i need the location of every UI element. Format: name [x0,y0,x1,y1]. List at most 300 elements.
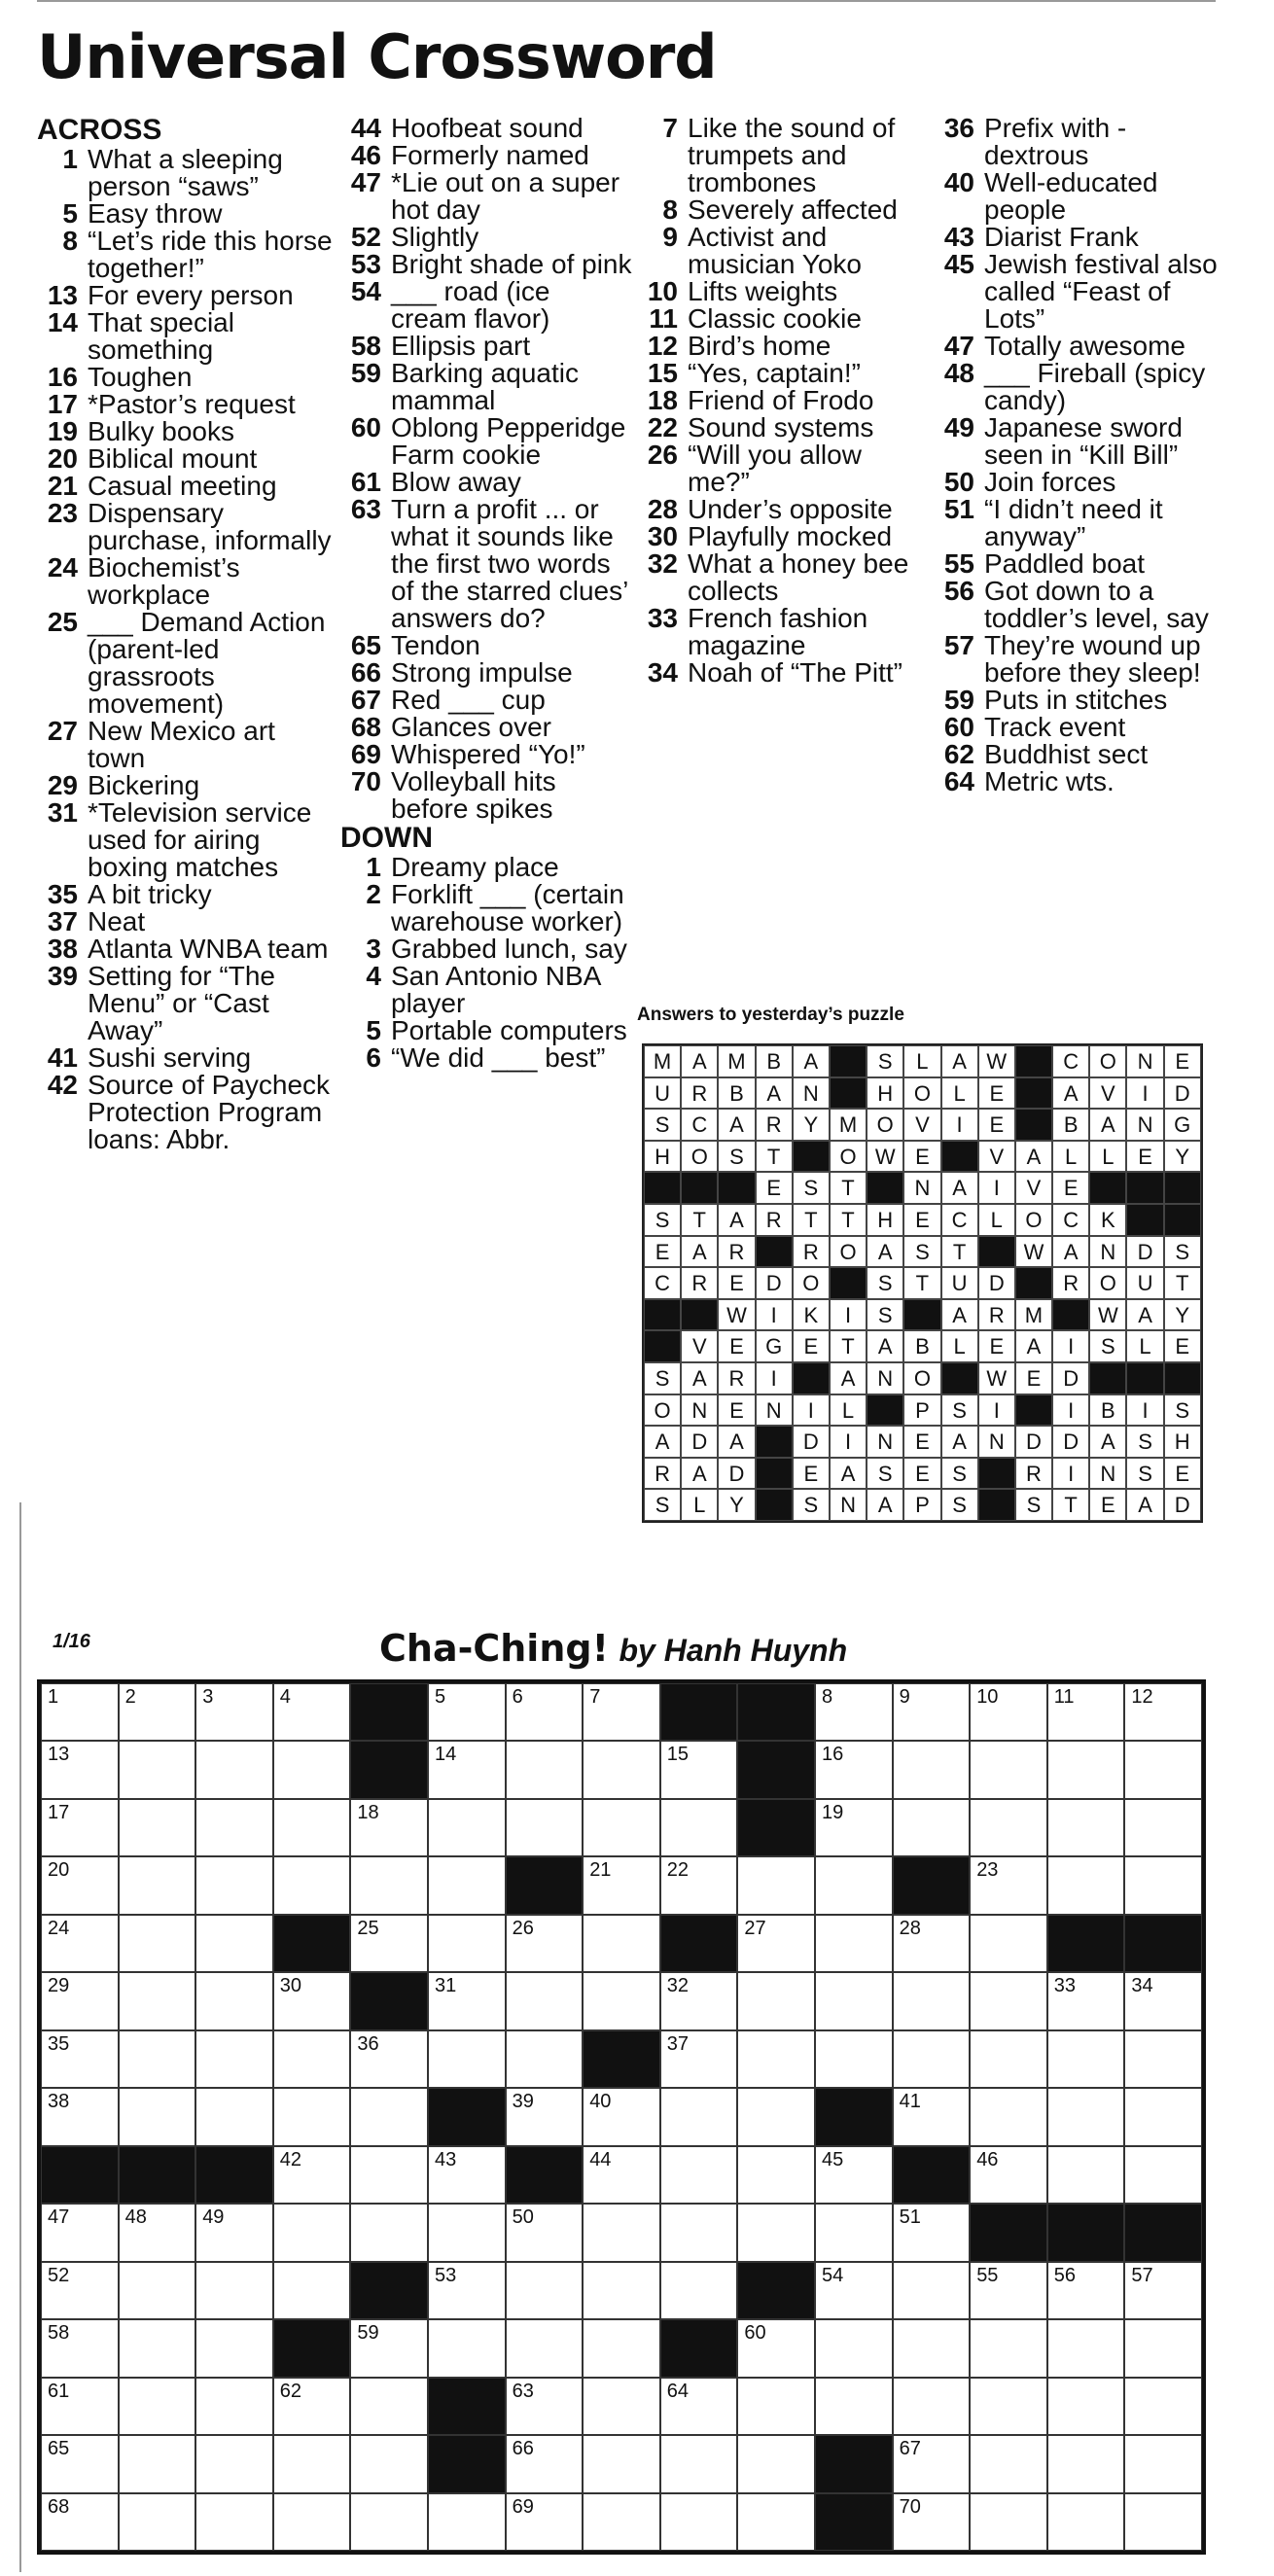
grid-cell[interactable] [660,2493,738,2551]
puzzle-heading [379,1627,847,1671]
grid-cell[interactable] [815,1683,893,1741]
cell-number: 65 [48,2438,70,2460]
answer-letter: E [718,1394,755,1427]
grid-cell[interactable] [195,1683,273,1741]
grid-cell[interactable] [893,1915,971,1972]
grid-cell[interactable] [737,1856,815,1914]
grid-cell[interactable] [815,2262,893,2319]
grid-cell[interactable] [195,2435,273,2492]
grid-cell[interactable] [815,1799,893,1856]
grid-cell[interactable] [893,2030,971,2088]
grid-cell[interactable] [41,1915,119,1972]
grid-cell[interactable] [506,2030,584,2088]
answer-letter: A [941,1045,978,1077]
cell-number: 32 [666,1975,690,1997]
answer-letter: E [1126,1141,1163,1173]
clue-text: Puts in stitches [984,685,1168,715]
clue-item [934,687,1225,714]
grid-cell[interactable] [583,1972,660,2029]
grid-cell[interactable] [815,1741,893,1798]
grid-cell[interactable] [506,2262,584,2319]
clue-number: 56 [943,576,974,606]
grid-cell[interactable] [1047,2378,1125,2435]
grid-cell[interactable] [41,1972,119,2029]
grid-cell[interactable] [1047,2262,1125,2319]
grid-cell[interactable] [583,2088,660,2145]
answer-black-cell [644,1330,681,1362]
grid-cell[interactable] [970,2030,1047,2088]
answer-letter: E [903,1458,940,1490]
clue-number: 17 [47,389,78,419]
grid-cell[interactable] [970,1741,1047,1798]
grid-cell[interactable] [428,1683,506,1741]
grid-cell[interactable] [119,1799,196,1856]
grid-cell[interactable] [1124,1972,1202,2029]
clue-text: ___ Fireball (spicy candy) [984,358,1206,415]
grid-cell[interactable] [583,2435,660,2492]
grid-cell[interactable] [195,2088,273,2145]
clue-number: 60 [350,412,381,442]
answer-letter: A [681,1045,718,1077]
grid-cell[interactable] [119,2435,196,2492]
grid-cell[interactable] [350,1915,428,1972]
grid-cell[interactable] [506,2204,584,2261]
grid-cell[interactable] [1124,2378,1202,2435]
grid-cell[interactable] [1047,1741,1125,1798]
grid-cell[interactable] [583,1856,660,1914]
grid-cell[interactable] [1124,2435,1202,2492]
answer-letter: L [941,1330,978,1362]
answer-black-cell [1015,1077,1052,1110]
grid-cell[interactable] [660,2204,738,2261]
answer-black-cell [1164,1204,1201,1236]
grid-cell[interactable] [1124,2493,1202,2551]
grid-cell[interactable] [119,2378,196,2435]
grid-cell[interactable] [41,1741,119,1798]
grid-cell[interactable] [737,2435,815,2492]
answer-letter: R [718,1236,755,1268]
clue-number: 31 [47,797,78,828]
grid-cell[interactable] [583,1799,660,1856]
grid-cell[interactable] [893,1741,971,1798]
grid-cell[interactable] [41,2088,119,2145]
grid-cell[interactable] [350,1799,428,1856]
answer-letter: A [1089,1426,1126,1458]
answer-letter: A [941,1172,978,1204]
answer-letter: T [681,1204,718,1236]
grid-cell[interactable] [660,2088,738,2145]
answer-letter: I [756,1362,793,1394]
grid-cell[interactable] [1047,2493,1125,2551]
answer-letter: D [1164,1489,1201,1521]
clue-text: Toughen [88,362,193,392]
answer-letter: S [644,1204,681,1236]
grid-cell[interactable] [1047,2435,1125,2492]
answer-letter: S [1015,1489,1052,1521]
answer-letter: A [681,1236,718,1268]
grid-cell[interactable] [970,2378,1047,2435]
black-cell [583,2030,660,2088]
black-cell [737,1799,815,1856]
grid-cell[interactable] [583,1915,660,1972]
answer-black-cell [978,1236,1015,1268]
grid-cell[interactable] [273,2088,351,2145]
grid-cell[interactable] [350,2378,428,2435]
cell-number: 25 [357,1917,379,1939]
grid-cell[interactable] [1047,2146,1125,2204]
grid-cell[interactable] [273,1856,351,1914]
cell-number: 38 [48,2091,70,2113]
clue-number: 9 [662,222,678,252]
grid-cell[interactable] [119,1972,196,2029]
clue-item [340,1044,632,1072]
grid-cell[interactable] [1047,1683,1125,1741]
grid-cell[interactable] [1124,2030,1202,2088]
grid-cell[interactable] [428,1799,506,1856]
grid-cell[interactable] [660,1799,738,1856]
grid-cell[interactable] [970,2146,1047,2204]
grid-cell[interactable] [195,1856,273,1914]
grid-cell[interactable] [583,2493,660,2551]
grid-cell[interactable] [660,1741,738,1798]
grid-cell[interactable] [350,2088,428,2145]
grid-cell[interactable] [970,2493,1047,2551]
grid-cell[interactable] [195,2204,273,2261]
grid-cell[interactable] [506,1915,584,1972]
grid-cell[interactable] [506,1799,584,1856]
grid-cell[interactable] [119,1856,196,1914]
grid-cell[interactable] [660,2030,738,2088]
grid-cell[interactable] [815,1856,893,1914]
grid-cell[interactable] [1124,2262,1202,2319]
grid-cell[interactable] [273,2378,351,2435]
grid-cell[interactable] [428,2493,506,2551]
answer-letter: R [1052,1267,1089,1299]
grid-cell[interactable] [506,2435,584,2492]
clue-text: Whispered “Yo!” [391,739,585,769]
answer-letter: S [867,1458,903,1490]
answer-letter: S [1164,1394,1201,1427]
grid-cell[interactable] [41,2262,119,2319]
grid-cell[interactable] [428,1741,506,1798]
grid-cell[interactable] [583,2262,660,2319]
grid-cell[interactable] [737,2319,815,2377]
grid-cell[interactable] [970,1856,1047,1914]
grid-cell[interactable] [195,2493,273,2551]
clue-column-2 [340,115,632,1072]
grid-cell[interactable] [815,2204,893,2261]
black-cell [737,1683,815,1741]
answer-letter: C [644,1267,681,1299]
answer-letter: N [903,1172,940,1204]
clue-number: 50 [943,467,974,497]
grid-cell[interactable] [815,2146,893,2204]
grid-cell[interactable] [195,1915,273,1972]
grid-cell[interactable] [119,2319,196,2377]
grid-cell[interactable] [583,1683,660,1741]
grid-cell[interactable] [1047,2030,1125,2088]
grid-cell[interactable] [970,2435,1047,2492]
grid-cell[interactable] [119,2262,196,2319]
grid-cell[interactable] [506,1683,584,1741]
grid-cell[interactable] [428,1915,506,1972]
answer-letter: N [793,1077,830,1110]
clue-number: 55 [943,548,974,579]
grid-cell[interactable] [737,1915,815,1972]
black-cell [350,1741,428,1798]
black-cell [815,2435,893,2492]
answer-letter: S [644,1489,681,1521]
clue-text: “I didn’t need it anyway” [984,494,1163,551]
grid-cell[interactable] [583,1741,660,1798]
grid-cell[interactable] [660,1972,738,2029]
clue-number: 58 [350,331,381,361]
clue-number: 30 [647,521,678,551]
grid-cell[interactable] [506,2319,584,2377]
grid-cell[interactable] [428,2319,506,2377]
grid-cell[interactable] [428,2030,506,2088]
grid-cell[interactable] [1124,1683,1202,1741]
grid-cell[interactable] [273,1741,351,1798]
grid-cell[interactable] [41,2030,119,2088]
grid-cell[interactable] [1124,2088,1202,2145]
clue-number: 25 [47,607,78,637]
grid-cell[interactable] [1124,1799,1202,1856]
black-cell [660,1683,738,1741]
clue-item [637,387,929,414]
grid-cell[interactable] [195,2030,273,2088]
grid-cell[interactable] [660,2262,738,2319]
grid-cell[interactable] [350,2493,428,2551]
clue-text: Blow away [391,467,521,497]
grid-cell[interactable] [737,2378,815,2435]
grid-cell[interactable] [195,2319,273,2377]
answer-letter: O [867,1109,903,1141]
grid-cell[interactable] [737,2146,815,2204]
grid-cell[interactable] [1124,2146,1202,2204]
grid-cell[interactable] [583,2146,660,2204]
clue-item [340,935,632,963]
grid-cell[interactable] [893,1799,971,1856]
answer-letter: E [1164,1458,1201,1490]
answer-letter: T [903,1267,940,1299]
grid-cell[interactable] [1124,1741,1202,1798]
grid-cell[interactable] [660,2378,738,2435]
answer-black-cell [1015,1045,1052,1077]
grid-cell[interactable] [737,2493,815,2551]
grid-cell[interactable] [41,2204,119,2261]
grid-cell[interactable] [660,1856,738,1914]
puzzle-byline: by Hanh Huynh [619,1633,848,1668]
grid-cell[interactable] [195,1799,273,1856]
answer-black-cell [1052,1299,1089,1331]
grid-cell[interactable] [815,2378,893,2435]
answer-letter: O [903,1362,940,1394]
grid-cell[interactable] [41,1799,119,1856]
grid-cell[interactable] [195,2262,273,2319]
grid-cell[interactable] [273,2146,351,2204]
clue-text: Japanese sword seen in “Kill Bill” [984,412,1183,470]
grid-cell[interactable] [893,2378,971,2435]
grid-cell[interactable] [119,1683,196,1741]
crossword-grid[interactable] [37,1679,1206,2555]
grid-cell[interactable] [893,2262,971,2319]
grid-cell[interactable] [1047,1856,1125,1914]
answer-letter: L [830,1394,867,1427]
grid-cell[interactable] [273,1972,351,2029]
clue-item [340,224,632,251]
answer-black-cell [756,1489,793,1521]
black-cell [660,1915,738,1972]
grid-cell[interactable] [119,2088,196,2145]
grid-cell[interactable] [41,2435,119,2492]
grid-cell[interactable] [970,2262,1047,2319]
answer-letter: R [978,1299,1015,1331]
clue-text: Metric wts. [984,766,1115,796]
grid-cell[interactable] [428,2146,506,2204]
grid-cell[interactable] [428,2204,506,2261]
clue-item [934,632,1225,687]
grid-cell[interactable] [970,1799,1047,1856]
grid-cell[interactable] [273,2435,351,2492]
grid-cell[interactable] [893,2435,971,2492]
grid-cell[interactable] [273,1799,351,1856]
grid-cell[interactable] [815,2030,893,2088]
grid-cell[interactable] [1047,1799,1125,1856]
grid-cell[interactable] [737,2030,815,2088]
clue-number: 18 [647,385,678,415]
grid-cell[interactable] [660,2146,738,2204]
clue-item [340,360,632,414]
answer-letter: S [1126,1458,1163,1490]
answer-letter: R [756,1109,793,1141]
clue-text: Biochemist’s workplace [88,552,240,610]
grid-cell[interactable] [660,2435,738,2492]
grid-cell[interactable] [506,2378,584,2435]
grid-cell[interactable] [893,1972,971,2029]
grid-cell[interactable] [119,1915,196,1972]
grid-cell[interactable] [506,2493,584,2551]
grid-cell[interactable] [119,2493,196,2551]
grid-cell[interactable] [428,2262,506,2319]
grid-cell[interactable] [195,2378,273,2435]
clue-item [340,169,632,224]
grid-cell[interactable] [815,1915,893,1972]
grid-cell[interactable] [583,2378,660,2435]
grid-cell[interactable] [273,2493,351,2551]
answer-letter: K [793,1299,830,1331]
grid-cell[interactable] [273,1683,351,1741]
grid-cell[interactable] [1124,2319,1202,2377]
grid-cell[interactable] [350,2204,428,2261]
grid-cell[interactable] [41,2319,119,2377]
grid-cell[interactable] [970,1972,1047,2029]
grid-cell[interactable] [737,2204,815,2261]
grid-cell[interactable] [428,1972,506,2029]
grid-cell[interactable] [506,2088,584,2145]
grid-cell[interactable] [893,1683,971,1741]
grid-cell[interactable] [119,2030,196,2088]
answer-letter: M [644,1045,681,1077]
grid-cell[interactable] [970,2319,1047,2377]
grid-cell[interactable] [815,2319,893,2377]
clue-number: 64 [943,766,974,796]
answer-letter: A [1052,1236,1089,1268]
grid-cell[interactable] [195,1741,273,1798]
clue-text: They’re wound up before they sleep! [984,630,1201,688]
grid-cell[interactable] [506,1741,584,1798]
grid-cell[interactable] [1124,1856,1202,1914]
grid-cell[interactable] [350,1856,428,1914]
grid-cell[interactable] [350,2319,428,2377]
answer-letter: L [1126,1330,1163,1362]
grid-cell[interactable] [428,1856,506,1914]
grid-cell[interactable] [41,2493,119,2551]
grid-cell[interactable] [1047,2088,1125,2145]
answer-black-cell [941,1141,978,1173]
grid-cell[interactable] [893,2204,971,2261]
grid-cell[interactable] [273,2204,351,2261]
grid-cell[interactable] [893,2088,971,2145]
grid-cell[interactable] [119,1741,196,1798]
grid-cell[interactable] [350,2146,428,2204]
answer-letter: N [681,1394,718,1427]
answer-black-cell [978,1458,1015,1490]
grid-cell[interactable] [970,1915,1047,1972]
clue-item [340,632,632,659]
grid-cell[interactable] [1047,1972,1125,2029]
grid-cell[interactable] [41,1683,119,1741]
grid-cell[interactable] [41,2378,119,2435]
grid-cell[interactable] [583,2204,660,2261]
grid-cell[interactable] [583,2319,660,2377]
grid-cell[interactable] [737,1972,815,2029]
clue-number: 47 [943,331,974,361]
cell-number: 46 [976,2148,999,2170]
cell-number: 53 [434,2264,457,2286]
grid-cell[interactable] [506,1972,584,2029]
answer-letter: H [867,1077,903,1110]
grid-cell[interactable] [970,1683,1047,1741]
grid-cell[interactable] [273,2030,351,2088]
clue-text: Red ___ cup [391,685,546,715]
answer-row [644,1204,1201,1236]
clue-text: Dispensary purchase, informally [88,498,332,555]
grid-cell[interactable] [41,1856,119,1914]
grid-cell[interactable] [893,2493,971,2551]
answer-letter: M [1015,1299,1052,1331]
cell-number: 63 [512,2380,534,2402]
answer-black-cell [978,1489,1015,1521]
grid-cell[interactable] [273,2262,351,2319]
grid-cell[interactable] [350,2030,428,2088]
answer-letter: A [718,1204,755,1236]
grid-cell[interactable] [970,2088,1047,2145]
grid-cell[interactable] [1047,2319,1125,2377]
clue-item [637,305,929,333]
grid-cell[interactable] [195,1972,273,2029]
clue-item [934,714,1225,741]
grid-cell[interactable] [119,2204,196,2261]
grid-cell[interactable] [350,2435,428,2492]
grid-cell[interactable] [815,1972,893,2029]
grid-cell[interactable] [893,2319,971,2377]
clue-text: Lifts weights [688,276,838,306]
grid-cell[interactable] [737,2088,815,2145]
clue-item [340,333,632,360]
answer-letter: S [793,1172,830,1204]
clue-item [934,251,1225,333]
